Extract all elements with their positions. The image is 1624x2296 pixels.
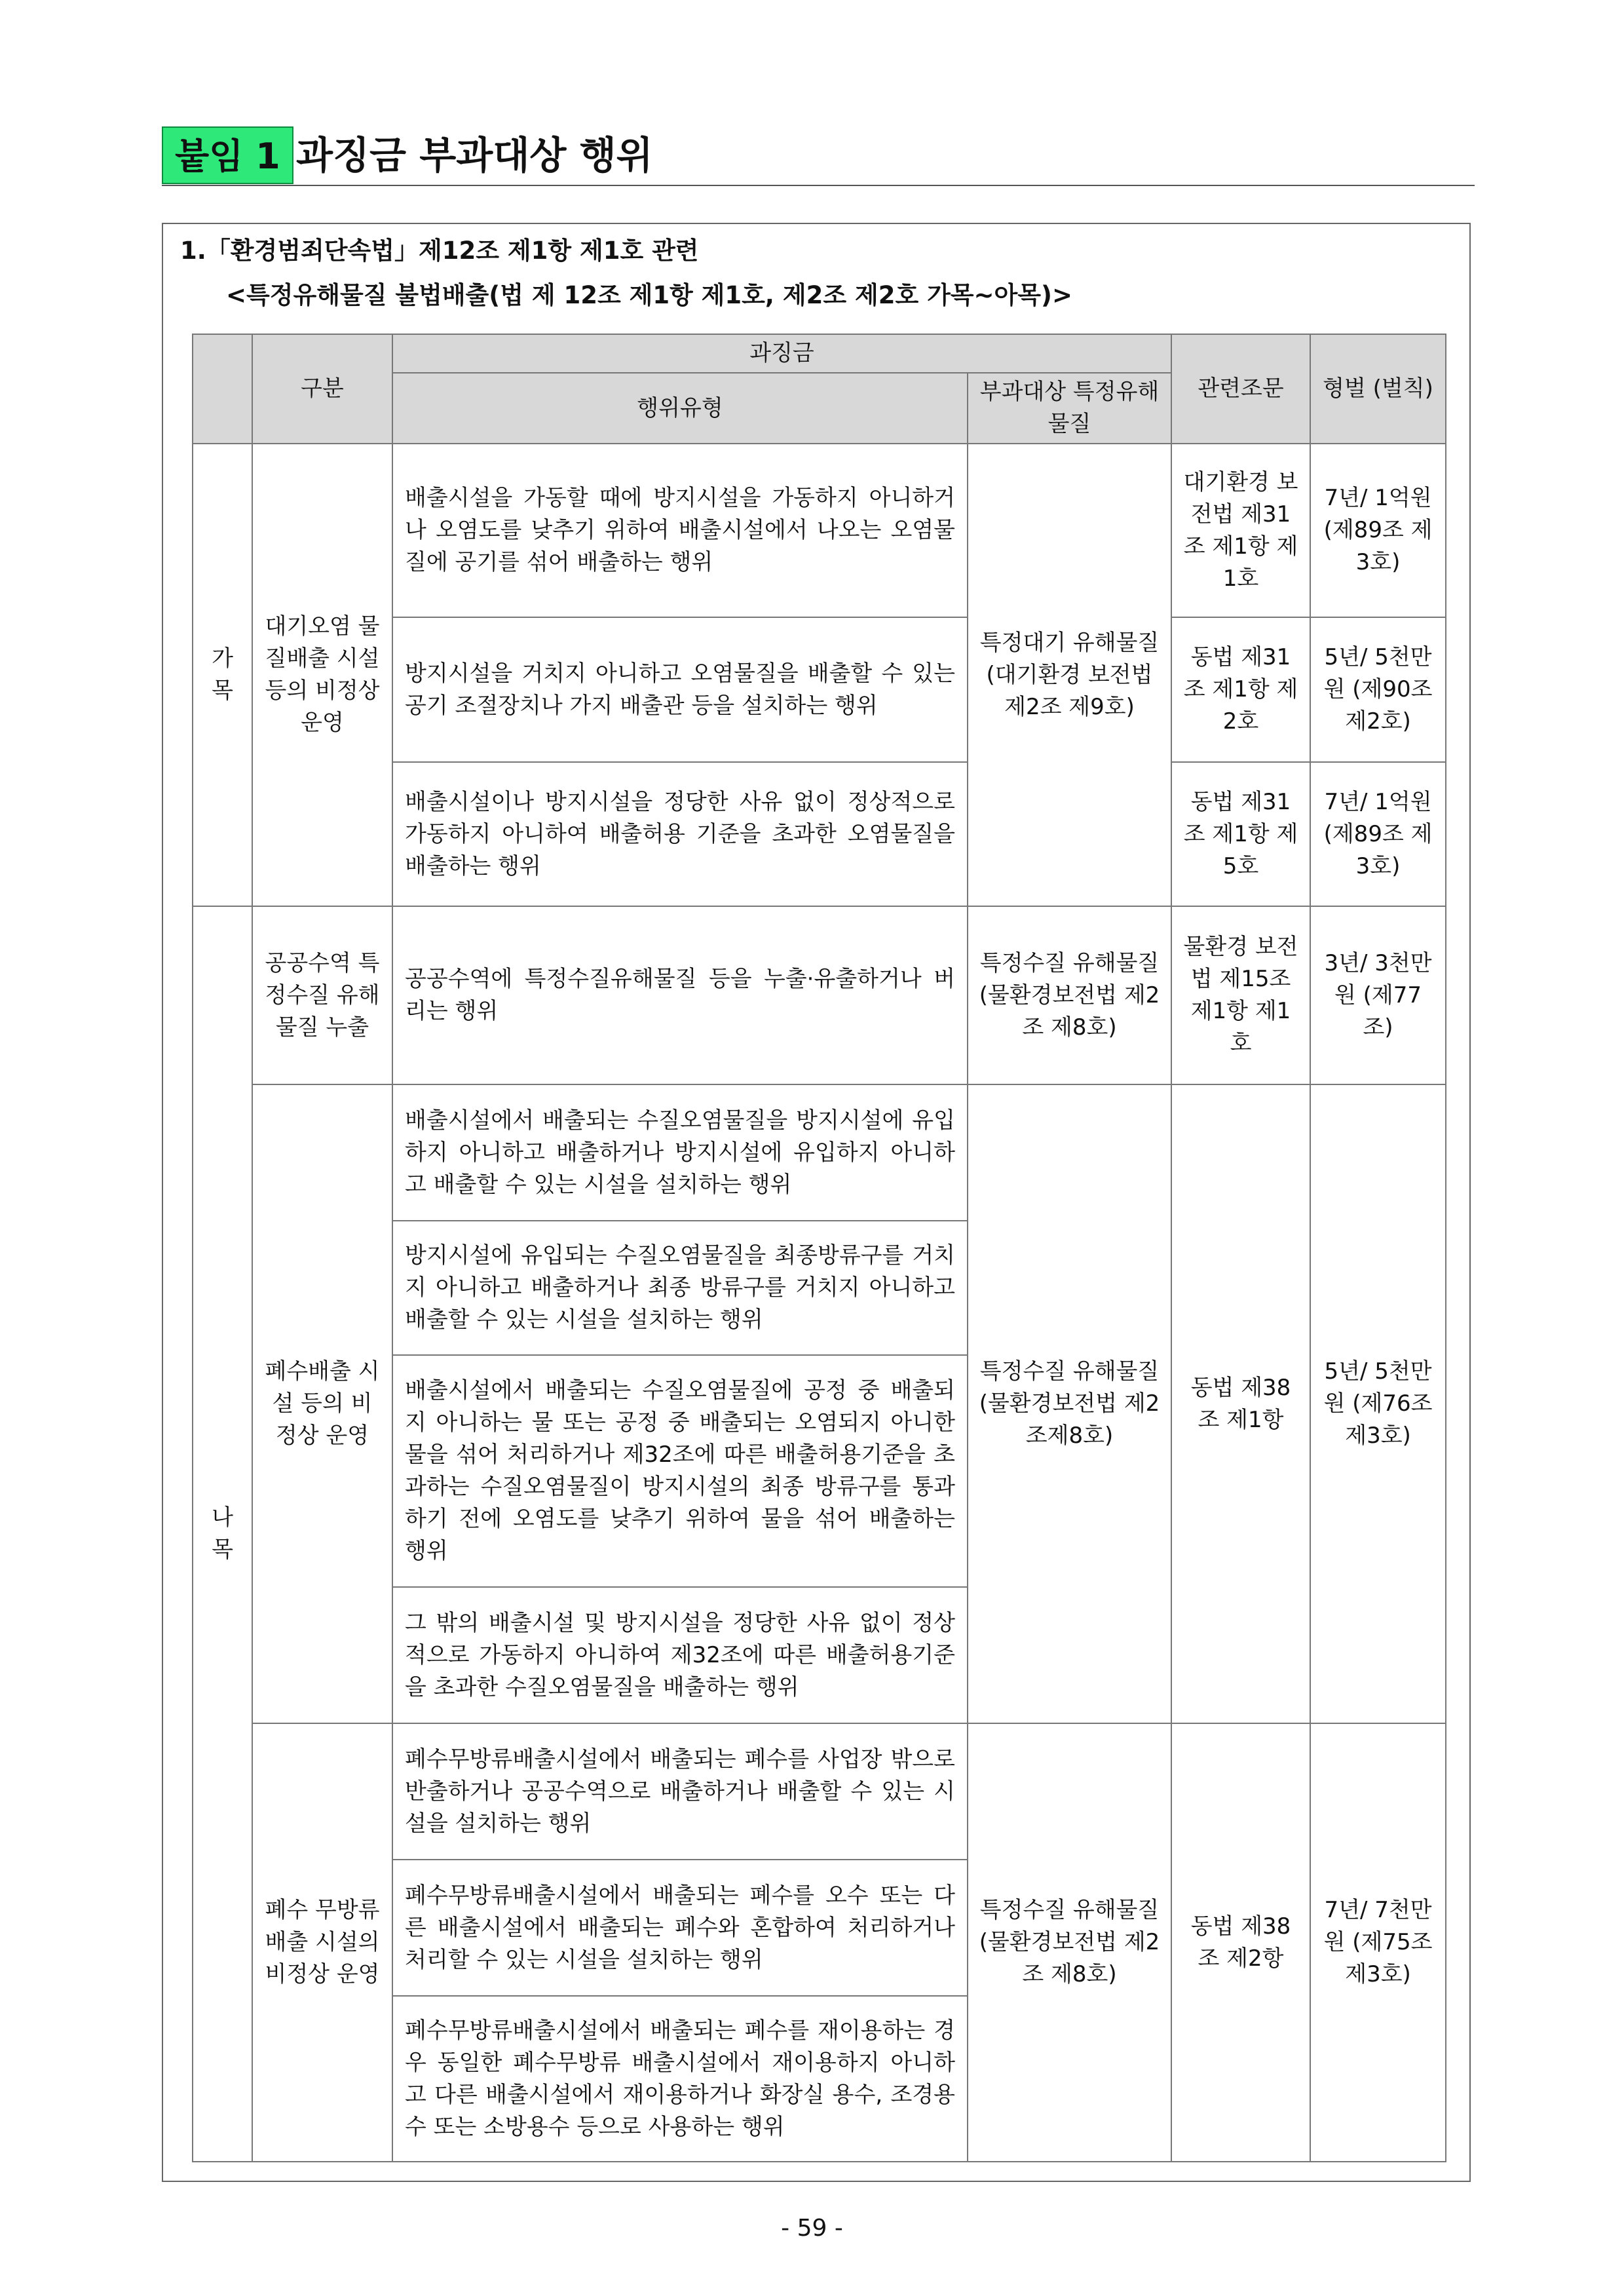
header-penalty-group: 과징금 — [392, 334, 1171, 373]
attachment-tag: 붙임 1 — [162, 126, 293, 184]
header-punishment: 형벌 (벌칙) — [1310, 334, 1446, 444]
category-wastewater: 폐수배출 시설 등의 비정상 운영 — [252, 1084, 392, 1723]
substance-wastewater: 특정수질 유해물질 (물환경보전법 제2조제8호) — [968, 1084, 1171, 1723]
article-cell: 물환경 보전법 제15조 제1항 제1호 — [1171, 906, 1310, 1084]
act-cell: 그 밖의 배출시설 및 방지시설을 정당한 사유 없이 정상적으로 가동하지 아니하여 제32조에 따른 배출허용기준을 초과한 수질오염물질을 배출하는 행위 — [392, 1587, 968, 1723]
substance-air: 특정대기 유해물질 (대기환경 보전법 제2조 제9호) — [968, 444, 1171, 906]
act-cell: 배출시설이나 방지시설을 정당한 사유 없이 정상적으로 가동하지 아니하여 배출허용 기준을 초과한 오염물질을 배출하는 행위 — [392, 762, 968, 906]
act-cell: 방지시설을 거치지 아니하고 오염물질을 배출할 수 있는 공기 조절장치나 가지 배출관 등을 설치하는 행위 — [392, 617, 968, 762]
page-header — [162, 117, 1475, 186]
penalty-table — [192, 334, 1446, 2162]
punishment-non-discharge: 7년/ 7천만원 (제75조 제3호) — [1310, 1723, 1446, 2162]
punishment-cell: 3년/ 3천만원 (제77조) — [1310, 906, 1446, 1084]
category-air: 대기오염 물질배출 시설등의 비정상 운영 — [252, 444, 392, 906]
act-cell: 폐수무방류배출시설에서 배출되는 폐수를 재이용하는 경우 동일한 폐수무방류 배출시설에서 재이용하지 아니하고 다른 배출시설에서 재이용하거나 화장실 용수, 조경용수 또는 소방용수 등으로 사용하는 행위 — [392, 1996, 968, 2162]
act-cell: 배출시설에서 배출되는 수질오염물질에 공정 중 배출되지 아니하는 물 또는 공정 중 배출되는 오염되지 아니한 물을 섞어 처리하거나 제32조에 따른 배출허용기준을 초과하는 수질오염물질이 방지시설의 최종 방류구를 통과하기 전에 오염도를 낮추기 위하여 물을 섞어 배출하는 행위 — [392, 1355, 968, 1587]
header-blank — [193, 334, 252, 444]
header-substance: 부과대상 특정유해물질 — [968, 373, 1171, 444]
category-non-discharge: 폐수 무방류 배출 시설의 비정상 운영 — [252, 1723, 392, 2162]
act-cell: 배출시설을 가동할 때에 방지시설을 가동하지 아니하거나 오염도를 낮추기 위하여 배출시설에서 나오는 오염물질에 공기를 섞어 배출하는 행위 — [392, 444, 968, 617]
act-cell: 폐수무방류배출시설에서 배출되는 폐수를 오수 또는 다른 배출시설에서 배출되는 폐수와 혼합하여 처리하거나 처리할 수 있는 시설을 설치하는 행위 — [392, 1860, 968, 1996]
article-wastewater: 동법 제38조 제1항 — [1171, 1084, 1310, 1723]
page-title: 과징금 부과대상 행위 — [296, 133, 653, 178]
punishment-cell: 7년/ 1억원 (제89조 제3호) — [1310, 762, 1446, 906]
section-heading: 1.「환경범죄단속법」제12조 제1항 제1호 관련 — [180, 237, 699, 265]
substance-public-water: 특정수질 유해물질 (물환경보전법 제2조 제8호) — [968, 906, 1171, 1084]
article-cell: 동법 제31조 제1항 제5호 — [1171, 762, 1310, 906]
page-number: - 59 - — [781, 2215, 843, 2242]
act-cell: 공공수역에 특정수질유해물질 등을 누출·유출하거나 버리는 행위 — [392, 906, 968, 1084]
group-label-ga: 가목 — [193, 444, 252, 906]
article-non-discharge: 동법 제38조 제2항 — [1171, 1723, 1310, 2162]
header-category: 구분 — [252, 334, 392, 444]
group-label-na: 나목 — [193, 906, 252, 2162]
punishment-cell: 5년/ 5천만원 (제90조 제2호) — [1310, 617, 1446, 762]
act-cell: 배출시설에서 배출되는 수질오염물질을 방지시설에 유입하지 아니하고 배출하거나 방지시설에 유입하지 아니하고 배출할 수 있는 시설을 설치하는 행위 — [392, 1084, 968, 1221]
substance-non-discharge: 특정수질 유해물질 (물환경보전법 제2조 제8호) — [968, 1723, 1171, 2162]
punishment-wastewater: 5년/ 5천만원 (제76조 제3호) — [1310, 1084, 1446, 1723]
punishment-cell: 7년/ 1억원 (제89조 제3호) — [1310, 444, 1446, 617]
section-subheading: <특정유해물질 불법배출(법 제 12조 제1항 제1호, 제2조 제2호 가목~아목)> — [226, 281, 1072, 309]
act-cell: 폐수무방류배출시설에서 배출되는 폐수를 사업장 밖으로 반출하거나 공공수역으로 배출하거나 배출할 수 있는 시설을 설치하는 행위 — [392, 1723, 968, 1860]
header-article: 관련조문 — [1171, 334, 1310, 444]
category-public-water: 공공수역 특정수질 유해물질 누출 — [252, 906, 392, 1084]
header-act-type: 행위유형 — [392, 373, 968, 444]
article-cell: 대기환경 보전법 제31조 제1항 제1호 — [1171, 444, 1310, 617]
act-cell: 방지시설에 유입되는 수질오염물질을 최종방류구를 거치지 아니하고 배출하거나 최종 방류구를 거치지 아니하고 배출할 수 있는 시설을 설치하는 행위 — [392, 1221, 968, 1355]
article-cell: 동법 제31조 제1항 제2호 — [1171, 617, 1310, 762]
